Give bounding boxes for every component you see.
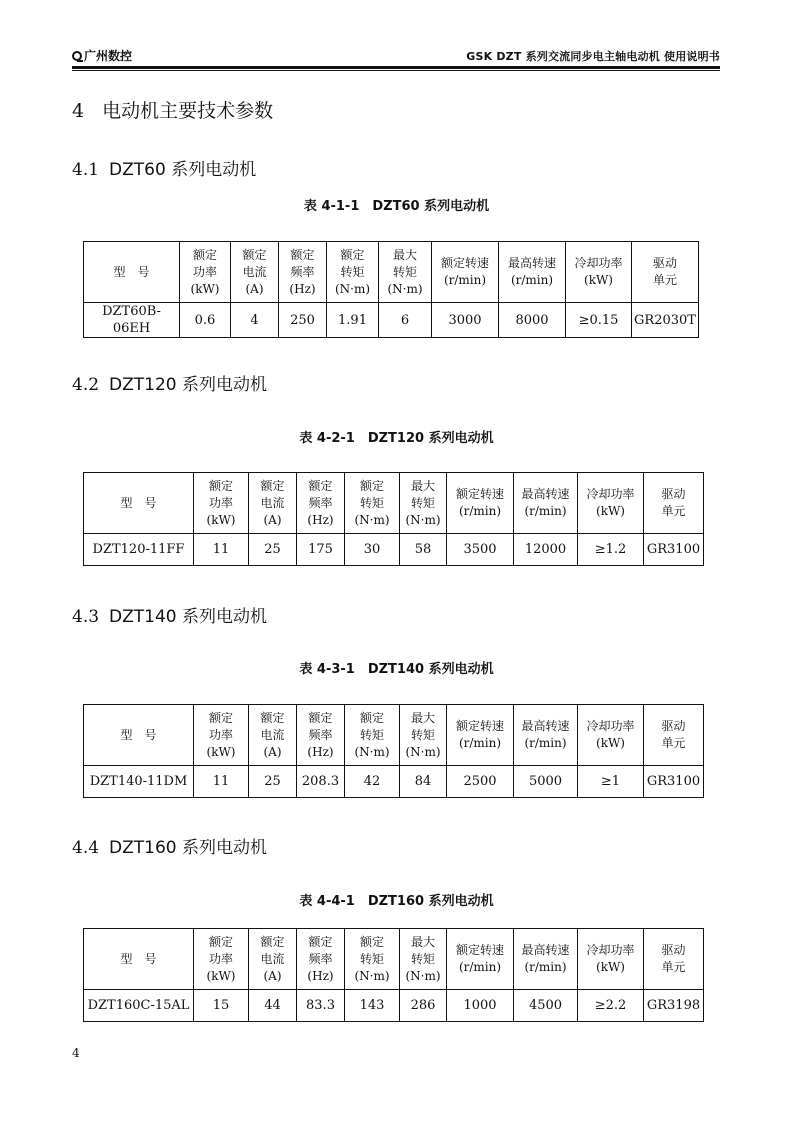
header-cell-line: 转矩: [392, 264, 417, 279]
value-cell: 5000: [514, 766, 578, 798]
header-cell-line: (N·m): [405, 512, 441, 527]
chapter-number: 4: [72, 100, 85, 122]
table-header-row: [84, 929, 704, 990]
header-cell-line: 转矩: [359, 727, 384, 742]
header-cell: [447, 473, 514, 534]
document-title: GSK DZT 系列交流同步电主轴电动机 使用说明书: [466, 50, 720, 63]
header-cell: [249, 473, 297, 534]
header-cell: [84, 473, 194, 534]
header-cell-line: 单元: [652, 273, 677, 287]
header-cell-line: 额定: [192, 247, 217, 262]
header-cell: [514, 705, 578, 766]
value-cell: 6: [379, 303, 432, 338]
table-row: [84, 303, 699, 338]
header-cell-line: 最大: [410, 710, 435, 725]
header-cell-line: (r/min): [524, 960, 567, 974]
spec-table: [83, 472, 704, 566]
header-cell: [249, 705, 297, 766]
header-cell-line: 最大: [392, 247, 417, 262]
header-cell-line: (kW): [206, 968, 236, 983]
header-cell-line: 额定转速: [455, 943, 504, 957]
table-header-row: [84, 473, 704, 534]
header-cell: [514, 929, 578, 990]
header-cell-line: 功率: [208, 495, 233, 510]
header-cell: [345, 929, 400, 990]
value-cell: GR2030T: [632, 303, 699, 338]
header-cell-line: 驱动: [661, 487, 686, 501]
header-cell: [84, 929, 194, 990]
header-cell-line: 额定: [308, 710, 333, 725]
logo-text: 广州数控: [84, 49, 133, 63]
company-logo: [72, 47, 132, 64]
value-cell: 12000: [514, 534, 578, 566]
header-cell-line: 冷却功率: [586, 487, 635, 501]
header-cell-line: 额定转速: [455, 719, 504, 733]
header-cell: [297, 929, 345, 990]
header-cell-line: (kW): [206, 744, 236, 759]
header-cell: [345, 705, 400, 766]
header-cell-line: 最大: [410, 478, 435, 493]
gsk-logo-icon: [72, 51, 82, 61]
value-cell: 250: [279, 303, 327, 338]
header-cell: [400, 473, 447, 534]
header-cell-line: 额定: [359, 934, 384, 949]
value-cell: 83.3: [297, 990, 345, 1022]
value-cell: 0.6: [180, 303, 231, 338]
section-heading: [72, 833, 267, 858]
header-cell-line: 最大: [410, 934, 435, 949]
header-cell-line: 冷却功率: [574, 256, 623, 270]
value-cell: GR3198: [644, 990, 704, 1022]
header-cell: [231, 242, 279, 303]
value-cell: 25: [249, 766, 297, 798]
section-number: 4.2: [72, 375, 100, 395]
header-rule-thick: [72, 66, 720, 69]
header-cell-line: (r/min): [458, 504, 502, 518]
value-cell: 30: [345, 534, 400, 566]
header-cell-line: 转矩: [410, 727, 435, 742]
header-cell-line: 冷却功率: [586, 719, 635, 733]
section-number: 4.4: [72, 838, 100, 858]
header-cell-line: 转矩: [340, 264, 365, 279]
header-cell-line: 电流: [260, 727, 285, 742]
header-cell-line: (r/min): [524, 736, 567, 750]
header-cell-line: 最高转速: [521, 487, 570, 501]
header-cell: [632, 242, 699, 303]
header-cell-line: (Hz): [307, 968, 334, 983]
header-cell-line: 转矩: [359, 951, 384, 966]
header-cell-line: (N·m): [405, 968, 441, 983]
header-cell-line: 功率: [208, 951, 233, 966]
section-number: 4.3: [72, 607, 100, 627]
value-cell: 3000: [432, 303, 499, 338]
header-cell-line: 频率: [308, 727, 333, 742]
header-cell-line: (A): [263, 744, 282, 759]
header-cell-line: 频率: [308, 951, 333, 966]
value-cell: 4: [231, 303, 279, 338]
header-cell: [499, 242, 566, 303]
header-cell: [379, 242, 432, 303]
header-cell-line: (r/min): [510, 273, 554, 287]
header-cell-line: 频率: [290, 264, 315, 279]
header-cell: [345, 473, 400, 534]
header-cell-line: 型 号: [120, 727, 157, 742]
header-cell: [249, 929, 297, 990]
header-cell-line: 额定: [308, 478, 333, 493]
model-cell: DZT120-11FF: [84, 534, 194, 566]
value-cell: 1.91: [327, 303, 379, 338]
header-cell: [327, 242, 379, 303]
header-cell-line: (kW): [596, 960, 625, 974]
model-cell: DZT140-11DM: [84, 766, 194, 798]
header-cell: [180, 242, 231, 303]
section-heading: [72, 155, 256, 180]
header-cell-line: 额定: [308, 934, 333, 949]
header-cell-line: (kW): [596, 736, 625, 750]
header-cell: [447, 929, 514, 990]
header-cell-line: 转矩: [410, 495, 435, 510]
header-cell-line: (r/min): [458, 960, 502, 974]
header-cell-line: (N·m): [334, 281, 371, 296]
value-cell: ≥1: [578, 766, 644, 798]
header-cell-line: 转矩: [410, 951, 435, 966]
value-cell: ≥0.15: [566, 303, 632, 338]
table-caption: 表 4-1-1 DZT60 系列电动机: [303, 199, 490, 214]
table-caption: 表 4-4-1 DZT160 系列电动机: [299, 894, 494, 909]
value-cell: 4500: [514, 990, 578, 1022]
header-cell-line: (kW): [206, 512, 236, 527]
model-cell: DZT160C-15AL: [84, 990, 194, 1022]
header-cell-line: (N·m): [354, 968, 390, 983]
header-cell: [644, 473, 704, 534]
table-header-row: [84, 242, 699, 303]
header-cell: [514, 473, 578, 534]
header-cell-line: 额定: [359, 710, 384, 725]
value-cell: 84: [400, 766, 447, 798]
chapter-title: 电动机主要技术参数: [102, 100, 274, 122]
page-number: 4: [72, 1046, 80, 1060]
header-rule-thin: [72, 70, 720, 71]
header-cell-line: 额定: [260, 478, 285, 493]
table-caption: 表 4-2-1 DZT120 系列电动机: [299, 431, 494, 446]
header-cell-line: 额定: [290, 247, 315, 262]
header-cell-line: 功率: [192, 264, 217, 279]
header-cell: [194, 473, 249, 534]
table-row: [84, 990, 704, 1022]
table-row: [84, 766, 704, 798]
header-cell-line: 额定: [208, 934, 233, 949]
value-cell: 286: [400, 990, 447, 1022]
header-cell: [297, 705, 345, 766]
header-cell-line: (kW): [190, 281, 220, 296]
header-cell-line: 额定: [208, 710, 233, 725]
table-header-row: [84, 705, 704, 766]
section-title: DZT120 系列电动机: [109, 375, 268, 395]
header-cell-line: (A): [263, 512, 282, 527]
header-cell-line: 型 号: [120, 951, 157, 966]
value-cell: 2500: [447, 766, 514, 798]
spec-table: [83, 241, 699, 338]
header-cell-line: (N·m): [405, 744, 441, 759]
header-cell-line: 单元: [661, 960, 686, 974]
header-cell-line: 驱动: [661, 719, 686, 733]
header-cell-line: 额定转速: [440, 256, 489, 270]
value-cell: ≥2.2: [578, 990, 644, 1022]
header-cell-line: (A): [263, 968, 282, 983]
header-cell-line: (r/min): [458, 736, 502, 750]
header-cell-line: (Hz): [289, 281, 316, 296]
section-heading: [72, 602, 267, 627]
header-cell-line: 电流: [242, 264, 267, 279]
header-cell-line: 驱动: [661, 943, 686, 957]
header-cell: [578, 473, 644, 534]
spec-table: [83, 928, 704, 1022]
header-cell-line: 额定: [260, 710, 285, 725]
header-cell-line: (A): [245, 281, 264, 296]
value-cell: 58: [400, 534, 447, 566]
header-cell-line: (N·m): [387, 281, 423, 296]
header-cell: [578, 929, 644, 990]
value-cell: 8000: [499, 303, 566, 338]
header-cell-line: (r/min): [443, 273, 487, 287]
value-cell: 208.3: [297, 766, 345, 798]
header-cell-line: 额定: [208, 478, 233, 493]
header-cell-line: 功率: [208, 727, 233, 742]
value-cell: 175: [297, 534, 345, 566]
header-cell-line: 最高转速: [507, 256, 556, 270]
value-cell: 25: [249, 534, 297, 566]
header-cell-line: 最高转速: [521, 719, 570, 733]
header-cell-line: 型 号: [120, 495, 157, 510]
section-title: DZT60 系列电动机: [109, 160, 257, 180]
table-caption: 表 4-3-1 DZT140 系列电动机: [299, 662, 494, 677]
header-cell-line: 最高转速: [521, 943, 570, 957]
header-cell-line: (Hz): [307, 512, 334, 527]
header-cell: [279, 242, 327, 303]
header-cell-line: (N·m): [354, 744, 390, 759]
header-cell-line: 电流: [260, 495, 285, 510]
value-cell: GR3100: [644, 766, 704, 798]
header-cell: [400, 929, 447, 990]
chapter-heading: [72, 96, 273, 123]
section-number: 4.1: [72, 160, 100, 180]
header-cell-line: 型 号: [113, 264, 150, 279]
header-cell-line: 单元: [661, 504, 686, 518]
header-cell: [644, 929, 704, 990]
header-cell: [432, 242, 499, 303]
header-cell-line: (kW): [584, 273, 613, 287]
header-cell: [297, 473, 345, 534]
header-cell-line: 额定: [242, 247, 267, 262]
page-header: [72, 46, 720, 68]
header-cell-line: 额定: [359, 478, 384, 493]
value-cell: 42: [345, 766, 400, 798]
section-heading: [72, 370, 267, 395]
header-cell-line: 额定: [260, 934, 285, 949]
header-cell-line: 单元: [661, 736, 686, 750]
header-cell-line: 驱动: [652, 256, 677, 270]
header-cell-line: 转矩: [359, 495, 384, 510]
value-cell: ≥1.2: [578, 534, 644, 566]
value-cell: GR3100: [644, 534, 704, 566]
header-cell: [194, 705, 249, 766]
header-cell-line: (r/min): [524, 504, 567, 518]
value-cell: 11: [194, 534, 249, 566]
header-cell: [400, 705, 447, 766]
value-cell: 44: [249, 990, 297, 1022]
value-cell: 15: [194, 990, 249, 1022]
section-title: DZT160 系列电动机: [109, 838, 268, 858]
model-cell: DZT60B-06EH: [84, 303, 180, 338]
header-cell: [194, 929, 249, 990]
header-cell-line: 电流: [260, 951, 285, 966]
header-cell-line: 额定转速: [455, 487, 504, 501]
header-cell-line: (N·m): [354, 512, 390, 527]
header-cell-line: 额定: [340, 247, 365, 262]
header-cell: [84, 705, 194, 766]
header-cell: [447, 705, 514, 766]
value-cell: 3500: [447, 534, 514, 566]
header-cell: [644, 705, 704, 766]
header-cell-line: (kW): [596, 504, 625, 518]
header-cell: [84, 242, 180, 303]
value-cell: 11: [194, 766, 249, 798]
header-cell-line: 冷却功率: [586, 943, 635, 957]
spec-table: [83, 704, 704, 798]
header-cell-line: 频率: [308, 495, 333, 510]
header-cell: [566, 242, 632, 303]
value-cell: 143: [345, 990, 400, 1022]
header-cell: [578, 705, 644, 766]
header-cell-line: (Hz): [307, 744, 334, 759]
table-row: [84, 534, 704, 566]
section-title: DZT140 系列电动机: [109, 607, 268, 627]
value-cell: 1000: [447, 990, 514, 1022]
